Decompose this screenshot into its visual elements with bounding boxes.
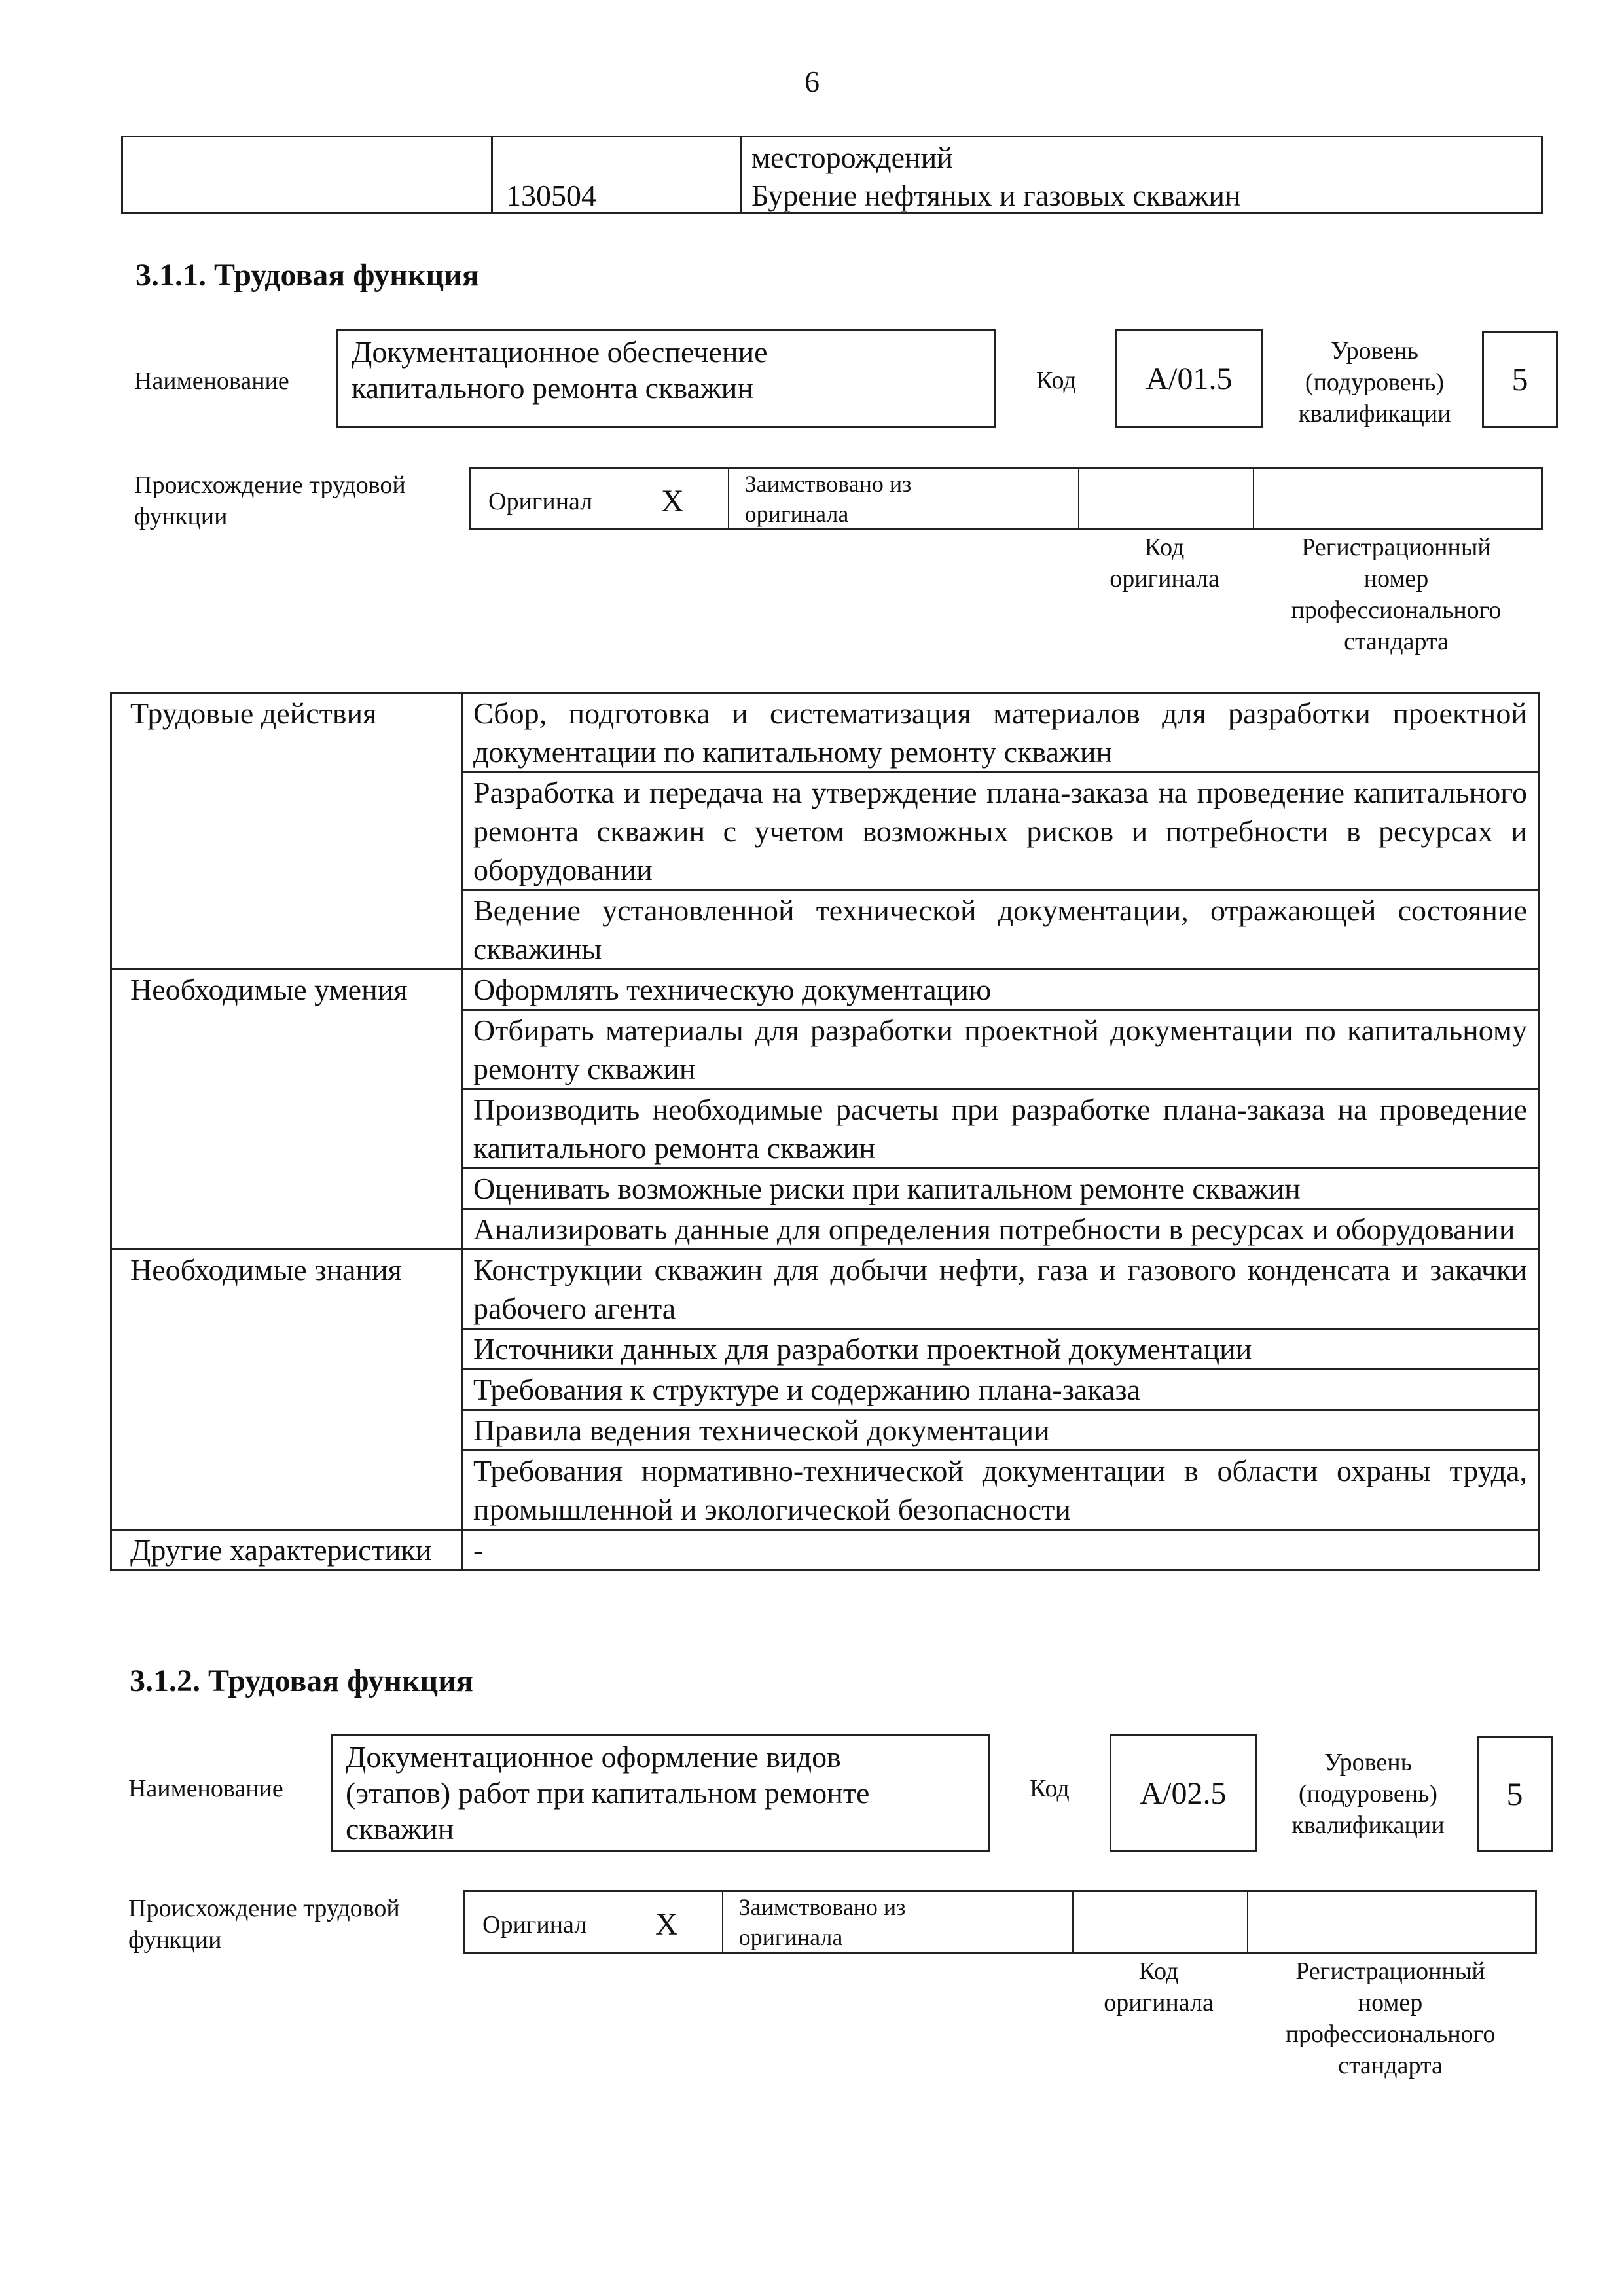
origin-code-cell — [1079, 469, 1254, 528]
page-number: 6 — [804, 65, 820, 98]
origin-reg-cell — [1248, 1892, 1535, 1952]
table-row — [111, 1530, 1539, 1571]
function2-level-box: 5 — [1477, 1736, 1553, 1852]
group-item: Оформлять техническую документацию — [462, 970, 1539, 1010]
origin-original-cell — [471, 469, 729, 528]
function2-heading: 3.1.2. Трудовая функция — [130, 1664, 473, 1698]
function2-code-original-caption — [1071, 1956, 1246, 2018]
caption-line: Регистрационный — [1301, 534, 1491, 561]
continuation-table — [121, 136, 1543, 214]
level-label-line: квалификации — [1291, 1812, 1445, 1839]
caption-line: номер — [1358, 1989, 1423, 2016]
origin-reg-cell — [1254, 469, 1541, 528]
caption-line: Регистрационный — [1295, 1958, 1485, 1985]
table-row — [111, 693, 1539, 773]
origin-original-mark: X — [655, 1907, 678, 1942]
continuation-code: 130504 — [506, 179, 596, 212]
function1-name-line: Документационное обеспечение — [352, 335, 768, 369]
borrowed-line: оригинала — [744, 501, 849, 527]
continuation-text-line1: месторождений — [751, 141, 953, 174]
group-label: Необходимые знания — [111, 1250, 462, 1530]
group-item: Отбирать материалы для разработки проектной документации по капитальному ремонту скважин — [462, 1010, 1539, 1089]
group-item: Источники данных для разработки проектной документации — [462, 1329, 1539, 1370]
origin-label-line: функции — [134, 503, 228, 530]
origin-original-label: Оригинал — [488, 488, 593, 515]
caption-line: Код — [1144, 534, 1185, 561]
function1-details-table — [110, 692, 1540, 1571]
group-item: Анализировать данные для определения потребности в ресурсах и оборудовании — [462, 1209, 1539, 1250]
function1-origin-label — [134, 469, 406, 532]
origin-code-cell — [1074, 1892, 1248, 1952]
function2-name-line: скважин — [346, 1812, 454, 1846]
caption-line: стандарта — [1344, 628, 1449, 655]
group-item: Сбор, подготовка и систематизация материалов для разработки проектной документации по капитальному ремонту скважин — [462, 693, 1539, 773]
group-item: Оценивать возможные риски при капитальном ремонте скважин — [462, 1169, 1539, 1209]
group-item: Производить необходимые расчеты при разработке плана-заказа на проведение капитального ремонта скважин — [462, 1089, 1539, 1169]
origin-original-mark: X — [661, 484, 684, 519]
origin-borrowed-cell — [723, 1892, 1074, 1952]
function2-name-box — [331, 1734, 990, 1852]
function2-code-label: Код — [1030, 1775, 1070, 1802]
origin-original-cell — [465, 1892, 723, 1952]
level-label-line: Уровень — [1324, 1749, 1412, 1776]
caption-line: оригинала — [1110, 565, 1219, 592]
function1-code-label: Код — [1036, 367, 1076, 394]
function2-reg-number-caption — [1246, 1956, 1534, 2081]
function1-origin-table — [469, 467, 1543, 530]
group-label: Трудовые действия — [111, 693, 462, 970]
continuation-text-line2: Бурение нефтяных и газовых скважин — [751, 179, 1241, 212]
origin-original-label: Оригинал — [482, 1911, 587, 1939]
group-item: Правила ведения технической документации — [462, 1410, 1539, 1451]
origin-borrowed-label — [745, 469, 912, 529]
function1-level-label — [1276, 335, 1473, 429]
function1-code-original-caption — [1077, 532, 1252, 594]
function2-name-line: (этапов) работ при капитальном ремонте — [346, 1776, 870, 1810]
caption-line: Код — [1138, 1958, 1179, 1985]
table-row — [111, 1250, 1539, 1329]
level-label-line: Уровень — [1331, 337, 1418, 365]
origin-label-line: Происхождение трудовой — [128, 1895, 400, 1922]
function1-name-line: капитального ремонта скважин — [352, 371, 753, 405]
origin-borrowed-cell — [729, 469, 1079, 528]
borrowed-line: Заимствовано из — [738, 1894, 906, 1920]
function1-code-box: A/01.5 — [1115, 329, 1263, 428]
group-item: Ведение установленной технической документации, отражающей состояние скважины — [462, 890, 1539, 970]
level-label-line: (подуровень) — [1298, 1780, 1438, 1808]
function1-name-box — [336, 329, 996, 428]
caption-line: номер — [1363, 565, 1429, 592]
origin-label-line: функции — [128, 1926, 222, 1954]
function1-name-label: Наименование — [134, 367, 289, 395]
borrowed-line: Заимствовано из — [744, 471, 912, 497]
group-item: Разработка и передача на утверждение плана-заказа на проведение капитального ремонта скважин с учетом возможных рисков и потребности в ресурсах и оборудовании — [462, 773, 1539, 890]
caption-line: профессионального — [1291, 596, 1502, 624]
group-label: Необходимые умения — [111, 970, 462, 1250]
group-item: Требования нормативно-технической документации в области охраны труда, промышленной и экологической безопасности — [462, 1451, 1539, 1530]
group-item: Конструкции скважин для добычи нефти, газа и газового конденсата и закачки рабочего агента — [462, 1250, 1539, 1329]
function2-origin-table — [463, 1890, 1537, 1954]
function2-name-label: Наименование — [128, 1775, 283, 1802]
function1-heading: 3.1.1. Трудовая функция — [135, 258, 479, 293]
function1-level-box: 5 — [1482, 331, 1558, 428]
group-item: Требования к структуре и содержанию плана-заказа — [462, 1370, 1539, 1410]
function2-origin-label — [128, 1893, 400, 1956]
caption-line: оригинала — [1104, 1989, 1214, 2016]
function2-level-label — [1270, 1747, 1466, 1841]
caption-line: стандарта — [1338, 2052, 1443, 2079]
group-item: - — [462, 1530, 1539, 1571]
function1-reg-number-caption — [1252, 532, 1540, 657]
function2-name-line: Документационное оформление видов — [346, 1740, 841, 1774]
continuation-empty-cell — [123, 137, 493, 212]
level-label-line: квалификации — [1298, 400, 1451, 428]
group-label: Другие характеристики — [111, 1530, 462, 1571]
table-row — [111, 970, 1539, 1010]
origin-label-line: Происхождение трудовой — [134, 471, 406, 499]
origin-borrowed-label — [739, 1892, 906, 1952]
caption-line: профессионального — [1285, 2020, 1496, 2048]
function2-code-box: A/02.5 — [1110, 1734, 1257, 1852]
level-label-line: (подуровень) — [1305, 369, 1445, 396]
borrowed-line: оригинала — [738, 1924, 843, 1950]
